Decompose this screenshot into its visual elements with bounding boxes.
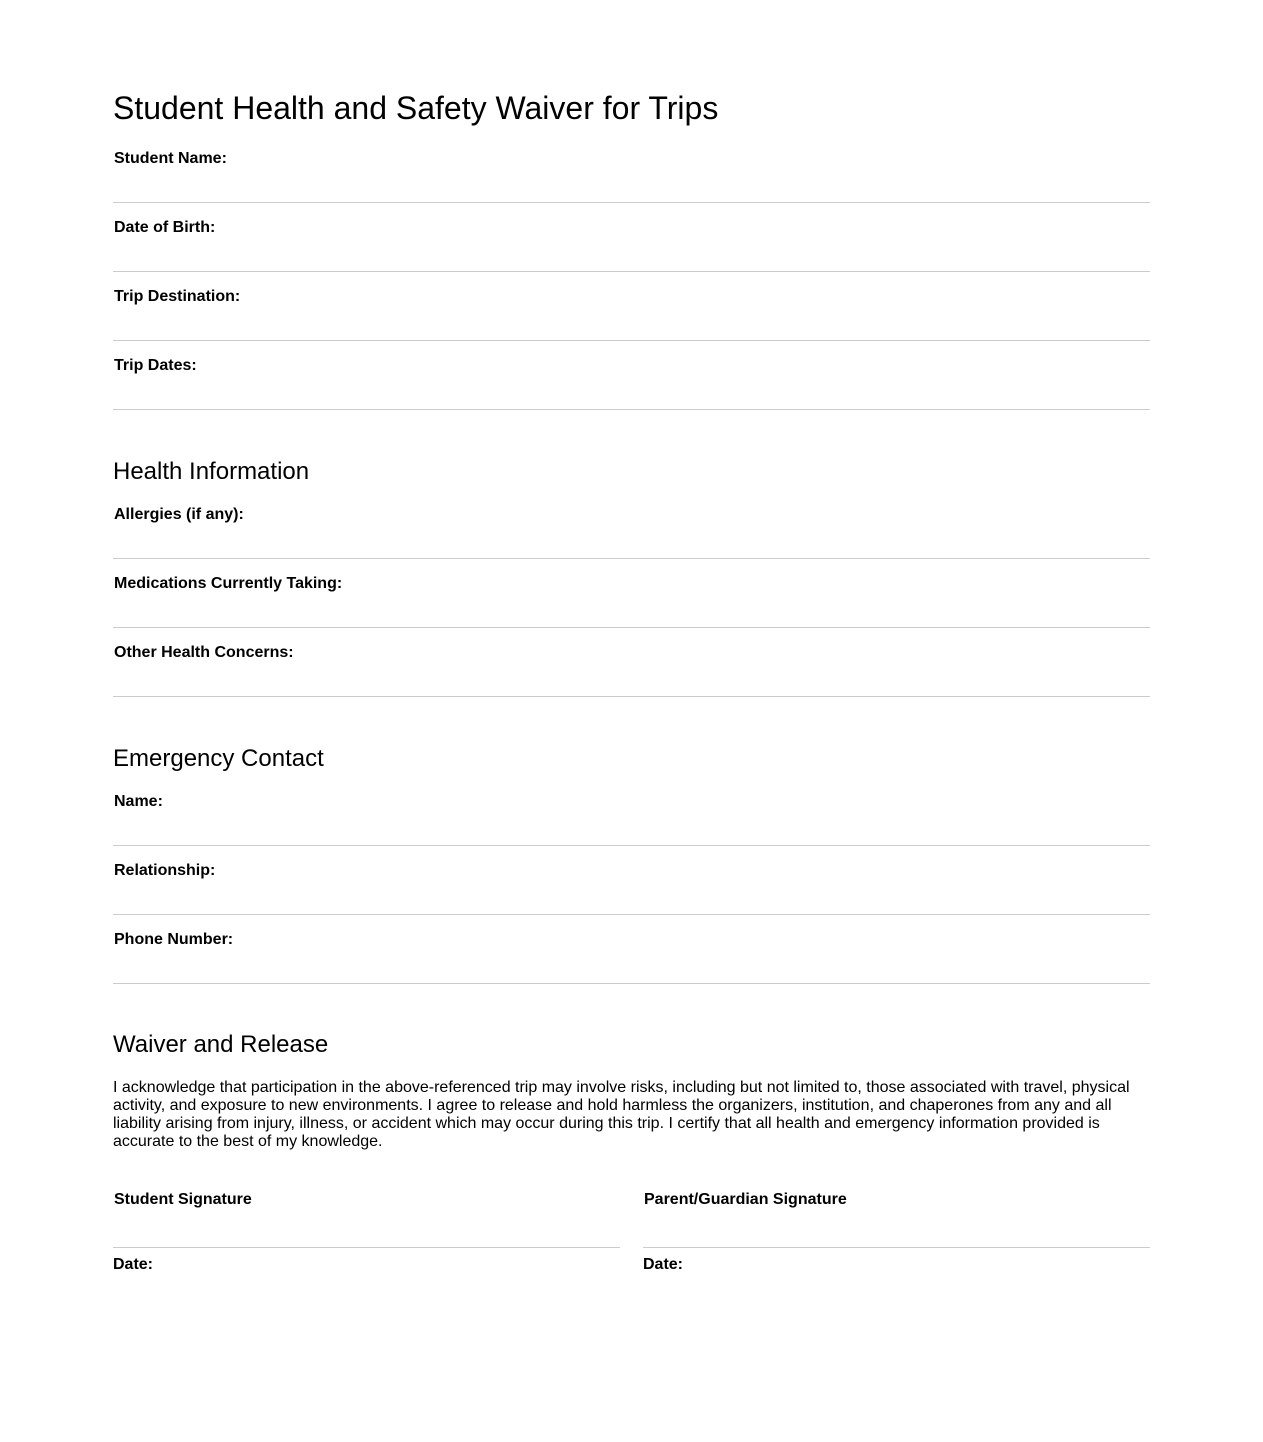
allergies-input[interactable] bbox=[113, 530, 1150, 559]
student-name-label: Student Name: bbox=[114, 150, 227, 167]
medications-input[interactable] bbox=[113, 599, 1150, 628]
other-health-concerns-label: Other Health Concerns: bbox=[114, 644, 294, 661]
trip-dates-input[interactable] bbox=[113, 381, 1150, 410]
relationship-field bbox=[113, 862, 1150, 922]
medications-field bbox=[113, 575, 1150, 635]
date-of-birth-input[interactable] bbox=[113, 243, 1150, 272]
date-of-birth-label: Date of Birth: bbox=[114, 219, 216, 236]
emergency-name-input[interactable] bbox=[113, 817, 1150, 846]
student-name-input[interactable] bbox=[113, 174, 1150, 203]
guardian-signature-input[interactable] bbox=[643, 1215, 1150, 1248]
trip-destination-label: Trip Destination: bbox=[114, 288, 241, 305]
phone-number-input[interactable] bbox=[113, 955, 1150, 984]
other-health-concerns-input[interactable] bbox=[113, 668, 1150, 697]
other-health-concerns-field bbox=[113, 644, 1150, 704]
emergency-name-field bbox=[113, 793, 1150, 853]
student-signature-label: Student Signature bbox=[114, 1191, 252, 1208]
waiver-section-heading: Waiver and Release bbox=[113, 1031, 329, 1058]
allergies-field bbox=[113, 506, 1150, 566]
emergency-name-label: Name: bbox=[114, 793, 163, 810]
guardian-date-label: Date: bbox=[643, 1256, 684, 1273]
guardian-signature-block bbox=[643, 1191, 1150, 1291]
allergies-label: Allergies (if any): bbox=[114, 506, 244, 523]
emergency-section-heading: Emergency Contact bbox=[113, 745, 324, 772]
page-title: Student Health and Safety Waiver for Trips bbox=[113, 90, 719, 126]
medications-label: Medications Currently Taking: bbox=[114, 575, 343, 592]
health-section-heading: Health Information bbox=[113, 458, 310, 485]
student-name-field bbox=[113, 150, 1150, 210]
trip-dates-label: Trip Dates: bbox=[114, 357, 197, 374]
trip-destination-input[interactable] bbox=[113, 312, 1150, 341]
student-date-label: Date: bbox=[113, 1256, 154, 1273]
student-signature-input[interactable] bbox=[113, 1215, 620, 1248]
trip-destination-field bbox=[113, 288, 1150, 348]
student-signature-block bbox=[113, 1191, 620, 1291]
guardian-signature-label: Parent/Guardian Signature bbox=[644, 1191, 847, 1208]
phone-number-field bbox=[113, 931, 1150, 991]
waiver-text: I acknowledge that participation in the above-referenced trip may involve risks, including but not limited to, those associated with travel, physical activity, and exposure to new environments. I agree to release and hold harmless the organizers, institution, and chaperones from any and all liability arising from injury, illness, or accident which may occur during this trip. I certify that all health and emergency information provided is accurate to the best of my knowledge. bbox=[113, 1079, 1130, 1150]
date-of-birth-field bbox=[113, 219, 1150, 279]
relationship-label: Relationship: bbox=[114, 862, 216, 879]
relationship-input[interactable] bbox=[113, 886, 1150, 915]
phone-number-label: Phone Number: bbox=[114, 931, 234, 948]
trip-dates-field bbox=[113, 357, 1150, 417]
